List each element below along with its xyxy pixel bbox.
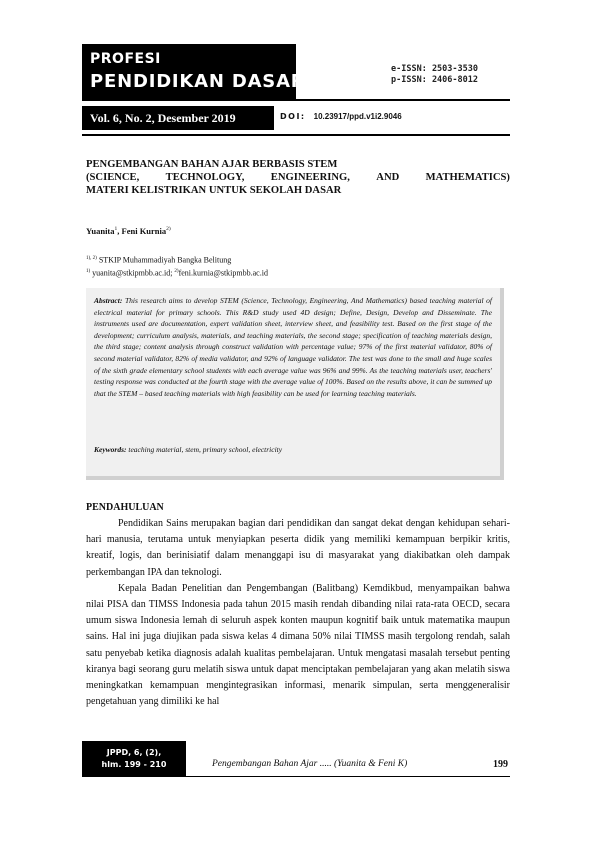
header-divider-bottom [82, 134, 510, 136]
abstract [94, 295, 492, 399]
paragraph: Pendidikan Sains merupakan bagian dari pendidikan dan sangat dekat dengan kehidupan sehari-hari manusia, terutama untuk menyiapkan peserta didik yang memiliki kemampuan berpikir kritis, kreatif, logis, dan berinisiatif dalam menanggapi isu di masyarakat yang diakibatkan oleh dampak perkembangan IPA dan teknologi. [86, 518, 510, 578]
doi-value[interactable]: 10.23917/ppd.v1i2.9046 [313, 112, 402, 121]
abstract-label: Abstract: [94, 296, 123, 305]
abstract-box [86, 288, 504, 480]
title-word: (SCIENCE, [86, 172, 140, 183]
abstract-text: This research aims to develop STEM (Science, Technology, Engineering, And Mathematics) based teaching material of electrical material for primary schools. This R&D study used 4D design; Define, Design, Develop and Disseminate. The instruments used are documentation, expert validation sheet, interview sheet, and feasibility test. Based on the first stage of the development; curriculum analysis, materials, and teaching materials, the second stage; specification of teaching materials design, the third stage; content analysis through construct validation with percentage value; 97% of the first material validator, 80% of second material validator, 82% of media validator, and 92% of language validator. The test was done to the small and huge scales of the sixth grade elementary school students with each average value was 96% and 99%. As the teaching materials user, teachers' testing response was conducted at the fourth stage with the average value of 100%. Based on the results above, it can be summed up that the STEM – based teaching materials with high feasibility can be used for learning teaching materials. [94, 296, 492, 398]
author-name: Yuanita [86, 226, 115, 236]
citation-line-2: hlm. 199 - 210 [101, 760, 167, 769]
email-2[interactable]: feni.kurnia@stkipmbb.ac.id [178, 268, 268, 278]
author-sup: 1 [114, 226, 118, 233]
keywords [94, 445, 282, 454]
running-title: Pengembangan Bahan Ajar ..... (Yuanita & Feni K) [212, 759, 408, 769]
affiliation [86, 253, 268, 279]
keywords-text: teaching material, stem, primary school, electricity [126, 445, 283, 454]
title-word: TECHNOLOGY, [165, 172, 245, 183]
journal-banner [82, 44, 306, 99]
title-line-2 [86, 171, 510, 184]
e-issn: e-ISSN: 2503-3530 [391, 64, 478, 74]
citation-box [82, 741, 186, 777]
volume-label: Vol. 6, No. 2, Desember 2019 [82, 106, 274, 130]
author-name: Feni Kurnia [121, 226, 167, 236]
email-1[interactable]: yuanita@stkipmbb.ac.id; [90, 268, 175, 278]
author-separator: , [117, 226, 122, 236]
journal-name-line2: PENDIDIKAN DASAR [90, 71, 306, 92]
title-word: ENGINEERING, [270, 172, 350, 183]
paper-title [86, 158, 510, 197]
body-text [86, 516, 510, 710]
header-divider [82, 99, 510, 101]
journal-name-line1: PROFESI [90, 51, 161, 67]
affil-sup: 1) [86, 269, 91, 275]
affil-sup: 2) [174, 269, 179, 275]
affiliation-line [86, 253, 268, 266]
paragraph: Kepala Badan Penelitian dan Pengembangan (Balitbang) Kemdikbud, menyampaikan bahwa nilai PISA dan TIMSS Indonesia pada tahun 2015 masih rendah dibanding nilai rata-rata OECD, secara umum siswa Indonesia lemah di seluruh aspek konten maupun kognitif baik untuk matematika maupun sains. Hal ini juga diujikan pada siswa kelas 4 dimana 50% nilai TIMSS masih tergolong rendah, salah satu penyebab ketika diagnosis adalah kualitas pembelajaran. Untuk mengatasi masalah tersebut penting kiranya bagi seorang guru melatih siswa untuk dapat menciptakan pembelajaran yang akan melatih siswa meningkatkan kemampuan mengintegrasikan informasi, menarik simpulan, serta menggeneralisir pengetahuan yang dimiliki ke hal [86, 582, 510, 708]
footer-divider [186, 776, 510, 777]
title-line-1: PENGEMBANGAN BAHAN AJAR BERBASIS STEM [86, 159, 338, 170]
doi-label: DOI: [280, 112, 306, 121]
author-sup: 2) [166, 226, 171, 233]
affil-sup: 1), 2) [86, 256, 97, 261]
title-word: MATHEMATICS) [425, 172, 510, 183]
title-word: AND [376, 172, 400, 183]
p-issn: p-ISSN: 2406-8012 [391, 75, 478, 85]
citation-line-1: JPPD, 6, (2), [106, 748, 162, 757]
page-number: 199 [493, 759, 508, 770]
institution: STKIP Muhammadiyah Bangka Belitung [96, 255, 232, 265]
doi [280, 112, 402, 121]
section-heading: PENDAHULUAN [86, 502, 164, 513]
title-line-3: MATERI KELISTRIKAN UNTUK SEKOLAH DASAR [86, 185, 342, 196]
email-line [86, 266, 268, 279]
keywords-label: Keywords: [94, 445, 127, 454]
authors [86, 226, 171, 236]
